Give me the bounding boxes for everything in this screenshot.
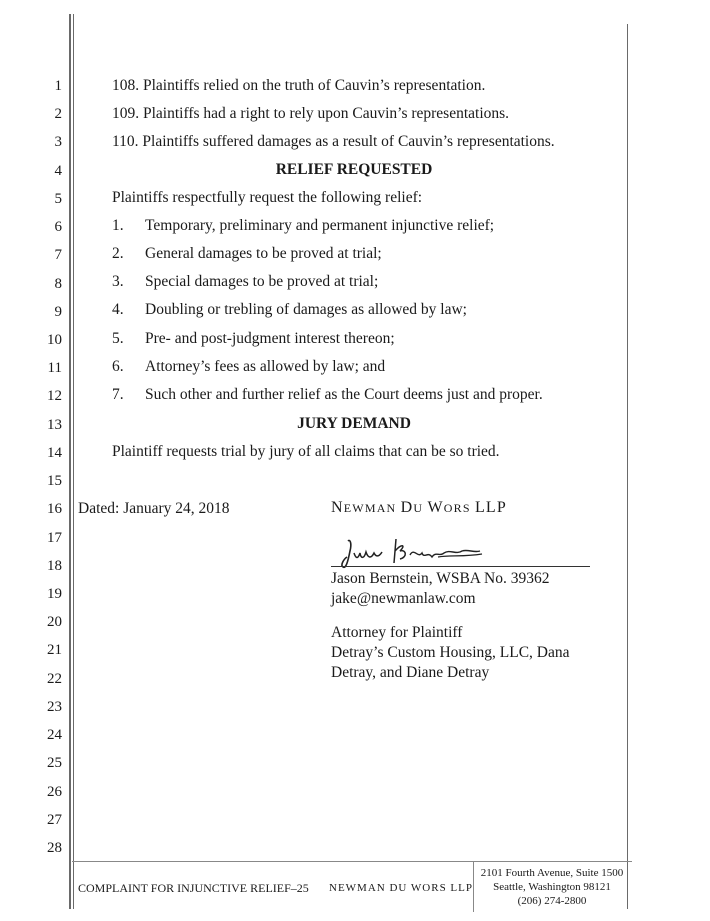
footer-phone: (206) 274-2800 <box>517 895 587 907</box>
line-number: 25 <box>47 755 62 772</box>
relief-item-text: Doubling or trebling of damages as allowed by law; <box>145 301 467 318</box>
relief-item-number: 7. <box>112 386 124 403</box>
firm-name-part: D <box>400 499 414 516</box>
line-number: 23 <box>47 698 62 715</box>
signer-name: Jason Bernstein, WSBA No. 39362 <box>331 570 550 587</box>
firm-name-part: U <box>413 501 428 515</box>
signature-line <box>331 566 590 567</box>
signer-email: jake@newmanlaw.com <box>331 590 476 607</box>
relief-item-text: Temporary, preliminary and permanent injunctive relief; <box>145 217 495 234</box>
firm-name <box>331 498 507 518</box>
line-number: 27 <box>47 811 62 828</box>
line-number: 22 <box>47 670 62 687</box>
line-number: 12 <box>47 388 62 405</box>
left-margin-rule-inner <box>73 14 74 909</box>
relief-item-number: 3. <box>112 273 124 290</box>
paragraph-110: 110. Plaintiffs suffered damages as a result of Cauvin’s representations. <box>112 133 555 150</box>
relief-intro: Plaintiffs respectfully request the following relief: <box>112 189 423 206</box>
line-number: 6 <box>54 219 62 236</box>
line-number: 3 <box>54 134 62 151</box>
footer-address <box>474 866 630 908</box>
relief-item-number: 6. <box>112 358 124 375</box>
line-number: 15 <box>47 473 62 490</box>
firm-name-part: LLP <box>474 499 507 516</box>
firm-name-part: ORS <box>443 501 475 515</box>
line-number: 20 <box>47 614 62 631</box>
firm-name-part: N <box>331 499 344 516</box>
left-margin-rule <box>69 14 71 909</box>
line-number: 18 <box>47 557 62 574</box>
relief-heading: RELIEF REQUESTED <box>275 161 433 178</box>
line-number: 10 <box>47 332 62 348</box>
footer-address-line: Seattle, Washington 98121 <box>493 881 611 893</box>
line-number: 21 <box>47 642 62 659</box>
footer-document-title: COMPLAINT FOR INJUNCTIVE RELIEF–25 <box>78 881 309 895</box>
relief-item-text: Pre- and post-judgment interest thereon; <box>145 330 395 347</box>
relief-item-number: 2. <box>112 245 124 262</box>
footer-rule <box>72 861 632 862</box>
right-margin-rule <box>627 24 628 909</box>
line-number: 24 <box>47 727 62 744</box>
line-number: 11 <box>47 360 62 377</box>
line-number: 8 <box>54 275 62 292</box>
line-number: 7 <box>54 247 62 264</box>
line-number: 14 <box>47 444 62 461</box>
line-number: 9 <box>54 303 62 320</box>
line-number: 2 <box>54 106 62 123</box>
paragraph-109: 109. Plaintiffs had a right to rely upon Cauvin’s representations. <box>112 105 510 122</box>
footer-address-line: 2101 Fourth Avenue, Suite 1500 <box>480 867 624 879</box>
line-number: 5 <box>54 190 62 207</box>
firm-name-part: EWMAN <box>343 501 401 515</box>
jury-text: Plaintiff requests trial by jury of all claims that can be so tried. <box>112 443 500 460</box>
relief-item-text: Attorney’s fees as allowed by law; and <box>145 358 386 375</box>
footer-firm: NEWMAN DU WORS LLP <box>329 882 473 894</box>
client-line-2: Detray, and Diane Detray <box>331 664 490 681</box>
relief-item-number: 4. <box>112 301 124 318</box>
client-line-1: Detray’s Custom Housing, LLC, Dana <box>331 644 570 661</box>
relief-item-text: Such other and further relief as the Court deems just and proper. <box>145 386 543 403</box>
line-number: 28 <box>47 839 62 856</box>
line-number: 17 <box>47 529 62 546</box>
relief-item-text: Special damages to be proved at trial; <box>145 273 379 290</box>
line-number: 19 <box>47 586 62 602</box>
line-number: 16 <box>47 501 62 518</box>
jury-heading: JURY DEMAND <box>297 415 411 432</box>
dated-line: Dated: January 24, 2018 <box>78 500 230 517</box>
firm-name-part: W <box>427 499 444 516</box>
handwritten-signature <box>338 533 488 573</box>
relief-item-number: 1. <box>112 217 124 234</box>
line-number: 4 <box>54 162 62 179</box>
paragraph-108: 108. Plaintiffs relied on the truth of Cauvin’s representation. <box>112 77 486 94</box>
line-number: 26 <box>47 783 62 800</box>
relief-item-number: 5. <box>112 330 124 347</box>
attorney-role: Attorney for Plaintiff <box>331 624 463 641</box>
relief-item-text: General damages to be proved at trial; <box>145 245 382 262</box>
line-number: 13 <box>47 416 62 433</box>
line-number: 1 <box>54 78 62 94</box>
